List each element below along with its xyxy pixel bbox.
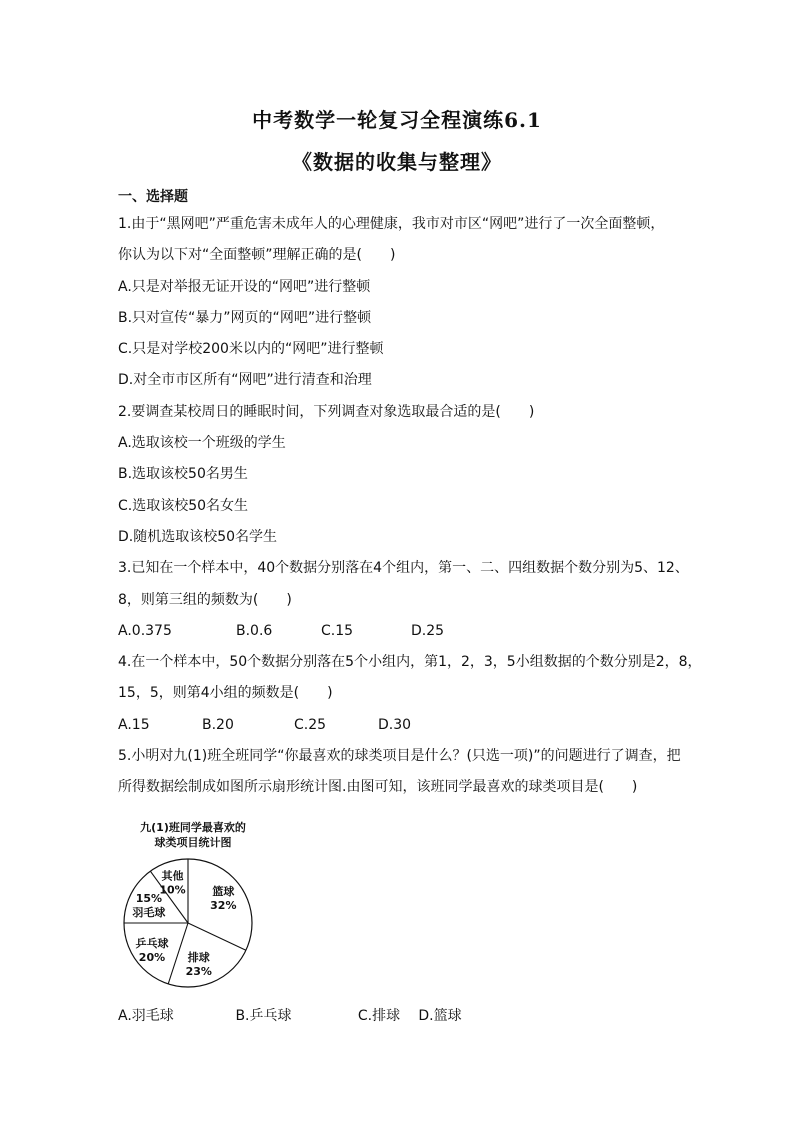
pie-slice-value-label: 32% [210,899,237,913]
q3-stem-line1: 3.已知在一个样本中，40个数据分别落在4个组内，第一、二、四组数据个数分别为5、12、 [118,560,689,577]
q4-option-a: A.15 [118,716,150,733]
q2-stem: 2.要调查某校周日的睡眠时间，下列调查对象选取最合适的是( ) [118,403,535,420]
q1-option-c: C.只是对学校200米以内的“网吧”进行整顿 [118,341,384,358]
pie-slice-label: 其他 [161,869,184,883]
pie-slice-value-label: 羽毛球 [132,906,166,920]
document-title: 中考数学一轮复习全程演练6.1 [252,108,542,132]
q3-option-d: D.25 [411,622,445,639]
q1-option-d: D.对全市市区所有“网吧”进行清查和治理 [118,372,372,389]
pie-slice-label: 排球 [187,951,210,965]
q4-option-b: B.20 [202,716,234,733]
pie-slice-value-label: 23% [185,965,212,979]
q4-options [118,710,708,741]
q4-stem-line1: 4.在一个样本中，50个数据分别落在5个小组内，第1，2，3，5小组数据的个数分别是2，8， [118,654,702,671]
q5-stem-line1: 5.小明对九(1)班全班同学“你最喜欢的球类项目是什么？(只选一项)”的问题进行了调查，把 [118,748,681,765]
q1-stem-line2: 你认为以下对“全面整顿”理解正确的是( ) [118,247,396,264]
pie-slice-value-label: 20% [138,950,166,964]
pie-slice-label: 15% [135,892,163,906]
q5-options [118,1005,462,1025]
pie-chart-figure [118,815,268,995]
pie-slice-label: 乒乓球 [135,936,169,950]
chart-title-line2: 球类项目统计图 [154,836,232,849]
q5-option-a: A.羽毛球 [118,1008,174,1024]
q3-option-c: C.15 [321,622,354,639]
q5-option-c: C.排球 [357,1008,401,1024]
q2-option-a: A.选取该校一个班级的学生 [118,435,286,452]
q5-option-d: D.篮球 [418,1008,462,1024]
q2-option-c: C.选取该校50名女生 [118,497,249,514]
q4-option-c: C.25 [294,716,327,733]
q1-option-b: B.只对宣传“暴力”网页的“网吧”进行整顿 [118,309,372,326]
q3-options [118,616,708,647]
q3-option-b: B.0.6 [236,622,273,639]
chart-title-line1: 九(1)班同学最喜欢的 [140,821,246,834]
q3-option-a: A.0.375 [118,622,172,639]
q3-stem-line2: 8，则第三组的频数为( ) [118,591,292,608]
q1-stem-line1: 1.由于“黑网吧”严重危害未成年人的心理健康，我市对市区“网吧”进行了一次全面整顿， [118,216,665,232]
q1-option-a: A.只是对举报无证开设的“网吧”进行整顿 [118,278,371,295]
document-subtitle: 《数据的收集与整理》 [292,150,502,174]
q4-stem-line2: 15，5，则第4小组的频数是( ) [118,685,333,702]
question-block [118,209,708,804]
q5-option-b: B.乒乓球 [235,1008,292,1024]
q2-option-d: D.随机选取该校50名学生 [118,528,278,545]
q2-option-b: B.选取该校50名男生 [118,466,248,483]
pie-slice-value-label: 10% [159,883,186,897]
q4-option-d: D.30 [378,716,412,733]
pie-slice-label: 篮球 [212,885,235,899]
section-heading: 一、选择题 [118,189,188,205]
q5-stem-line2: 所得数据绘制成如图所示扇形统计图.由图可知，该班同学最喜欢的球类项目是( ) [118,779,638,796]
pie-chart [118,845,268,995]
